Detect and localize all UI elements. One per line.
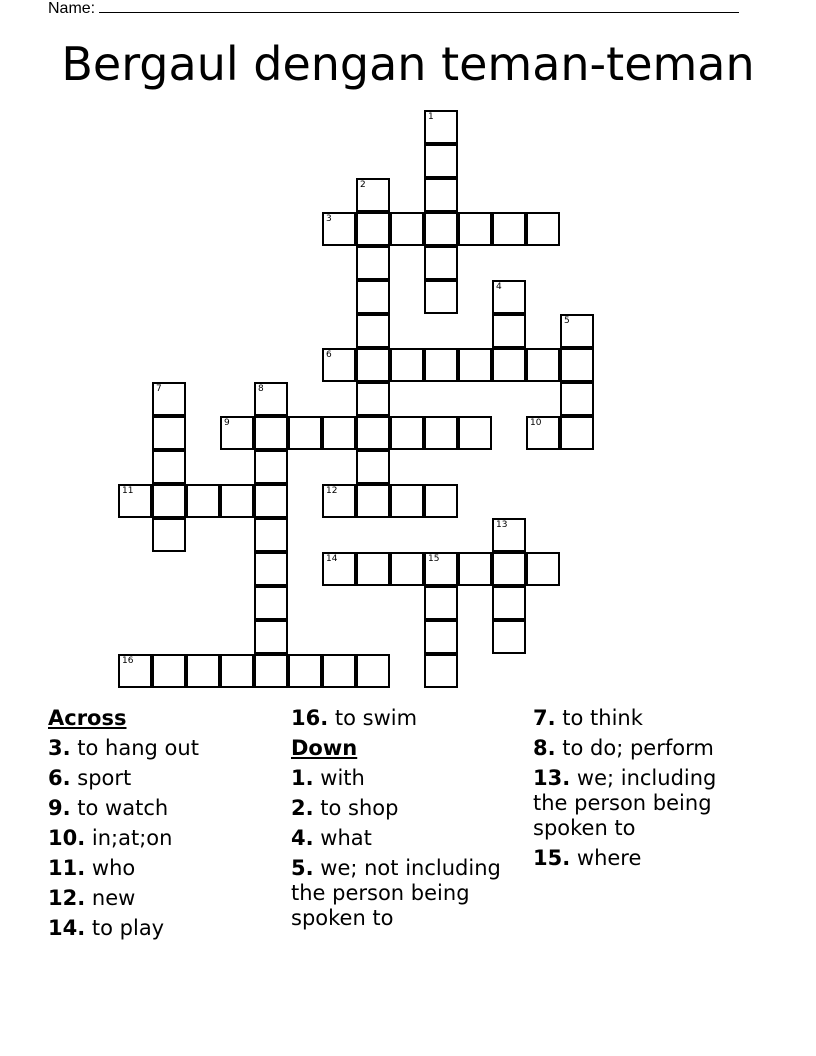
grid-cell[interactable] <box>424 620 458 654</box>
cell-number: 2 <box>360 180 366 190</box>
clue-down-13: 13. we; including the person being spoken to <box>533 766 717 840</box>
clue-column-3 <box>533 703 773 873</box>
grid-cell[interactable] <box>424 110 458 144</box>
cell-number: 4 <box>496 282 502 292</box>
grid-cell[interactable] <box>254 620 288 654</box>
clue-across-11: 11. who <box>48 856 136 880</box>
grid-cell[interactable] <box>526 416 560 450</box>
grid-cell[interactable] <box>390 416 424 450</box>
grid-cell[interactable] <box>424 178 458 212</box>
grid-cell[interactable] <box>322 416 356 450</box>
grid-cell[interactable] <box>118 654 152 688</box>
clue-down-2: 2. to shop <box>291 796 399 820</box>
grid-cell[interactable] <box>186 484 220 518</box>
clue-across-3: 3. to hang out <box>48 736 199 760</box>
down-heading: Down <box>291 736 358 760</box>
grid-cell[interactable] <box>254 450 288 484</box>
cell-number: 11 <box>122 486 134 496</box>
grid-cell[interactable] <box>356 178 390 212</box>
cell-number: 12 <box>326 486 338 496</box>
grid-cell[interactable] <box>152 654 186 688</box>
grid-cell[interactable] <box>424 416 458 450</box>
cell-number: 1 <box>428 112 434 122</box>
grid-cell[interactable] <box>356 654 390 688</box>
grid-cell[interactable] <box>322 212 356 246</box>
grid-cell[interactable] <box>560 416 594 450</box>
grid-cell[interactable] <box>424 552 458 586</box>
cell-number: 9 <box>224 418 230 428</box>
grid-cell[interactable] <box>220 416 254 450</box>
grid-cell[interactable] <box>424 654 458 688</box>
clue-across-14: 14. to play <box>48 916 165 940</box>
grid-cell[interactable] <box>356 382 390 416</box>
grid-cell[interactable] <box>356 348 390 382</box>
grid-cell[interactable] <box>254 552 288 586</box>
grid-cell[interactable] <box>356 212 390 246</box>
cell-number: 5 <box>564 316 570 326</box>
grid-cell[interactable] <box>322 552 356 586</box>
grid-cell[interactable] <box>526 552 560 586</box>
page-title: Bergaul dengan teman-teman <box>61 37 755 91</box>
clue-across-9: 9. to watch <box>48 796 169 820</box>
clue-down-1: 1. with <box>291 766 365 790</box>
clue-down-8: 8. to do; perform <box>533 736 714 760</box>
grid-cell[interactable] <box>356 314 390 348</box>
grid-cell[interactable] <box>526 212 560 246</box>
clue-across-16: 16. to swim <box>291 706 418 730</box>
grid-cell[interactable] <box>492 552 526 586</box>
grid-cell[interactable] <box>458 416 492 450</box>
clue-down-5: 5. we; not including the person being spoken to <box>291 856 501 930</box>
grid-cell[interactable] <box>220 654 254 688</box>
grid-cell[interactable] <box>424 348 458 382</box>
grid-cell[interactable] <box>220 484 254 518</box>
grid-cell[interactable] <box>152 518 186 552</box>
grid-cell[interactable] <box>390 484 424 518</box>
clue-across-6: 6. sport <box>48 766 132 790</box>
grid-cell[interactable] <box>492 314 526 348</box>
grid-cell[interactable] <box>356 246 390 280</box>
grid-cell[interactable] <box>254 416 288 450</box>
clue-across-10: 10. in;at;on <box>48 826 173 850</box>
grid-cell[interactable] <box>458 348 492 382</box>
grid-cell[interactable] <box>152 382 186 416</box>
grid-cell[interactable] <box>288 416 322 450</box>
grid-cell[interactable] <box>118 484 152 518</box>
grid-cell[interactable] <box>288 654 322 688</box>
grid-cell[interactable] <box>492 280 526 314</box>
grid-cell[interactable] <box>458 552 492 586</box>
grid-cell[interactable] <box>390 348 424 382</box>
name-label: Name: <box>48 0 96 17</box>
clue-column-2 <box>291 703 531 933</box>
grid-cell[interactable] <box>186 654 220 688</box>
grid-cell[interactable] <box>254 654 288 688</box>
cell-number: 3 <box>326 214 332 224</box>
grid-cell[interactable] <box>254 382 288 416</box>
cell-number: 7 <box>156 384 162 394</box>
grid-cell[interactable] <box>424 484 458 518</box>
grid-cell[interactable] <box>254 518 288 552</box>
grid-cell[interactable] <box>492 620 526 654</box>
grid-cell[interactable] <box>492 518 526 552</box>
cell-number: 15 <box>428 554 440 564</box>
clue-column-1 <box>48 703 288 943</box>
grid-cell[interactable] <box>356 416 390 450</box>
grid-cell[interactable] <box>356 450 390 484</box>
cell-number: 13 <box>496 520 508 530</box>
grid-cell[interactable] <box>424 280 458 314</box>
grid-cell[interactable] <box>390 212 424 246</box>
across-heading: Across <box>48 706 127 730</box>
cell-number: 14 <box>326 554 338 564</box>
grid-cell[interactable] <box>322 654 356 688</box>
grid-cell[interactable] <box>356 552 390 586</box>
grid-cell[interactable] <box>152 484 186 518</box>
grid-cell[interactable] <box>424 144 458 178</box>
grid-cell[interactable] <box>356 484 390 518</box>
grid-cell[interactable] <box>424 212 458 246</box>
clue-down-15: 15. where <box>533 846 642 870</box>
clue-across-12: 12. new <box>48 886 136 910</box>
grid-cell[interactable] <box>458 212 492 246</box>
grid-cell[interactable] <box>322 348 356 382</box>
grid-cell[interactable] <box>254 484 288 518</box>
grid-cell[interactable] <box>560 382 594 416</box>
grid-cell[interactable] <box>152 450 186 484</box>
grid-cell[interactable] <box>322 484 356 518</box>
grid-cell[interactable] <box>560 314 594 348</box>
cell-number: 6 <box>326 350 332 360</box>
clue-down-4: 4. what <box>291 826 372 850</box>
grid-cell[interactable] <box>356 280 390 314</box>
grid-cell[interactable] <box>492 348 526 382</box>
clue-down-7: 7. to think <box>533 706 643 730</box>
grid-cell[interactable] <box>560 348 594 382</box>
grid-cell[interactable] <box>492 212 526 246</box>
grid-cell[interactable] <box>492 586 526 620</box>
grid-cell[interactable] <box>152 416 186 450</box>
grid-cell[interactable] <box>526 348 560 382</box>
grid-cell[interactable] <box>424 586 458 620</box>
cell-number: 10 <box>530 418 542 428</box>
grid-cell[interactable] <box>424 246 458 280</box>
cell-number: 8 <box>258 384 264 394</box>
grid-cell[interactable] <box>254 586 288 620</box>
grid-cell[interactable] <box>390 552 424 586</box>
cell-number: 16 <box>122 656 134 666</box>
